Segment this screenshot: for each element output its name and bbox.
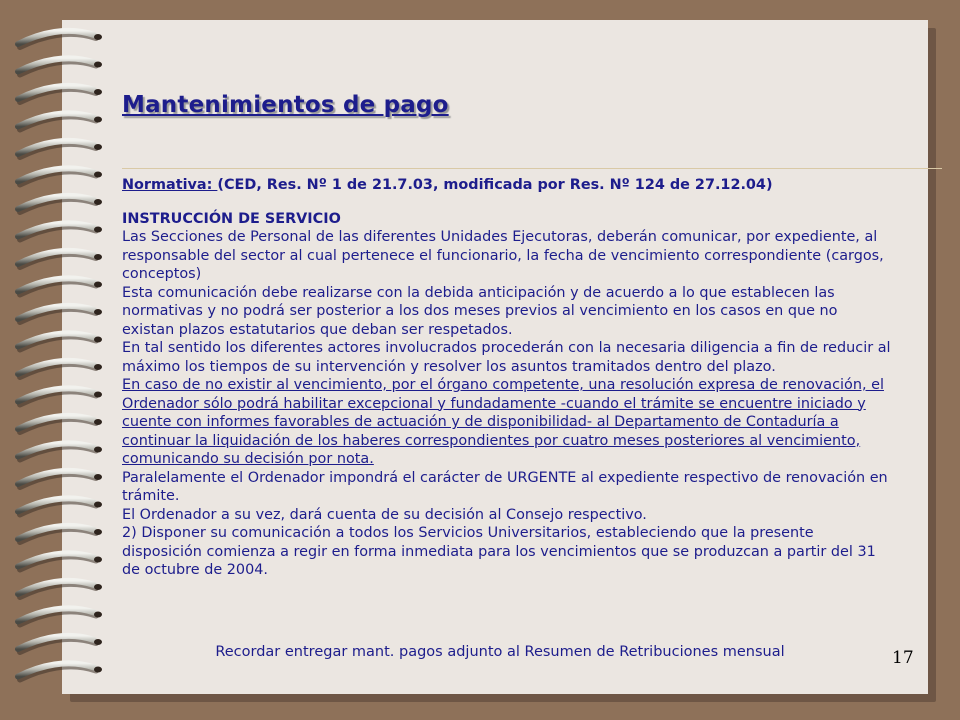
- binding-hole: [94, 557, 102, 563]
- spiral-binding: [0, 0, 130, 720]
- binding-hole: [94, 227, 102, 233]
- binding-hole: [94, 337, 102, 343]
- binding-hole: [94, 309, 102, 315]
- binding-hole: [94, 62, 102, 68]
- paragraph-diligence: En tal sentido los diferentes actores involucrados procederán con la necesaria diligencia a fin de reducir al máximo los tiempos de su intervención y resolver los asuntos tramitados dentro del plazo.: [122, 340, 891, 375]
- binding-hole: [94, 392, 102, 398]
- paragraph-communication: Las Secciones de Personal de las diferentes Unidades Ejecutoras, deberán comunicar, por expediente, al responsable del sector al cual pertenece el funcionario, la fecha de vencimiento correspondiente (cargos, conceptos): [122, 229, 884, 282]
- binding-hole: [94, 502, 102, 508]
- binding-hole: [94, 474, 102, 480]
- title-divider: [122, 168, 942, 169]
- slide-title: Mantenimientos de pago: [122, 92, 449, 118]
- binding-hole: [94, 612, 102, 618]
- normativa-reference: (CED, Res. Nº 1 de 21.7.03, modificada por Res. Nº 124 de 27.12.04): [217, 177, 773, 193]
- page-number: 17: [892, 648, 914, 668]
- binding-hole: [94, 364, 102, 370]
- binding-hole: [94, 529, 102, 535]
- binding-hole: [94, 282, 102, 288]
- binding-hole: [94, 199, 102, 205]
- footer-note: Recordar entregar mant. pagos adjunto al Resumen de Retribuciones mensual: [215, 644, 785, 660]
- binding-hole: [94, 447, 102, 453]
- paragraph-council: El Ordenador a su vez, dará cuenta de su decisión al Consejo respectivo.: [122, 506, 647, 523]
- paragraph-dispose: 2) Disponer su comunicación a todos los Servicios Universitarios, estableciendo que la presente disposición comienza a regir en forma inmediata para los vencimientos que se produzcan a partir del 31 de octubre de 2004.: [122, 525, 876, 578]
- binding-hole: [94, 419, 102, 425]
- paragraph-renewal-underlined: En caso de no existir al vencimiento, por el órgano competente, una resolución expresa de renovación, el Ordenador sólo podrá habilitar excepcional y fundadamente -cuando el trámite se encuentre iniciado y cuente con informes favorables de actuación y de disponibilidad- al Departamento de Contaduría a continuar la liquidación de los haberes correspondientes por cuatro meses posteriores al vencimiento, comunicando su decisión por nota.: [122, 377, 884, 467]
- binding-hole: [94, 667, 102, 673]
- binding-hole: [94, 34, 102, 40]
- normativa-line: [122, 176, 892, 195]
- binding-hole: [94, 144, 102, 150]
- paragraph-urgent: Paralelamente el Ordenador impondrá el carácter de URGENTE al expediente respectivo de renovación en trámite.: [122, 469, 888, 504]
- normativa-label: Normativa:: [122, 177, 218, 193]
- slide-body: [122, 176, 892, 580]
- binding-hole: [94, 172, 102, 178]
- binding-hole: [94, 89, 102, 95]
- binding-hole: [94, 117, 102, 123]
- paragraph-anticipation: Esta comunicación debe realizarse con la debida anticipación y de acuerdo a lo que establecen las normativas y no podrá ser posterior a los dos meses previos al vencimiento en los casos en que no existan plazos estatutarios que deban ser respetados.: [122, 284, 838, 338]
- section-heading: INSTRUCCIÓN DE SERVICIO: [122, 210, 341, 227]
- binding-hole: [94, 584, 102, 590]
- binding-hole: [94, 254, 102, 260]
